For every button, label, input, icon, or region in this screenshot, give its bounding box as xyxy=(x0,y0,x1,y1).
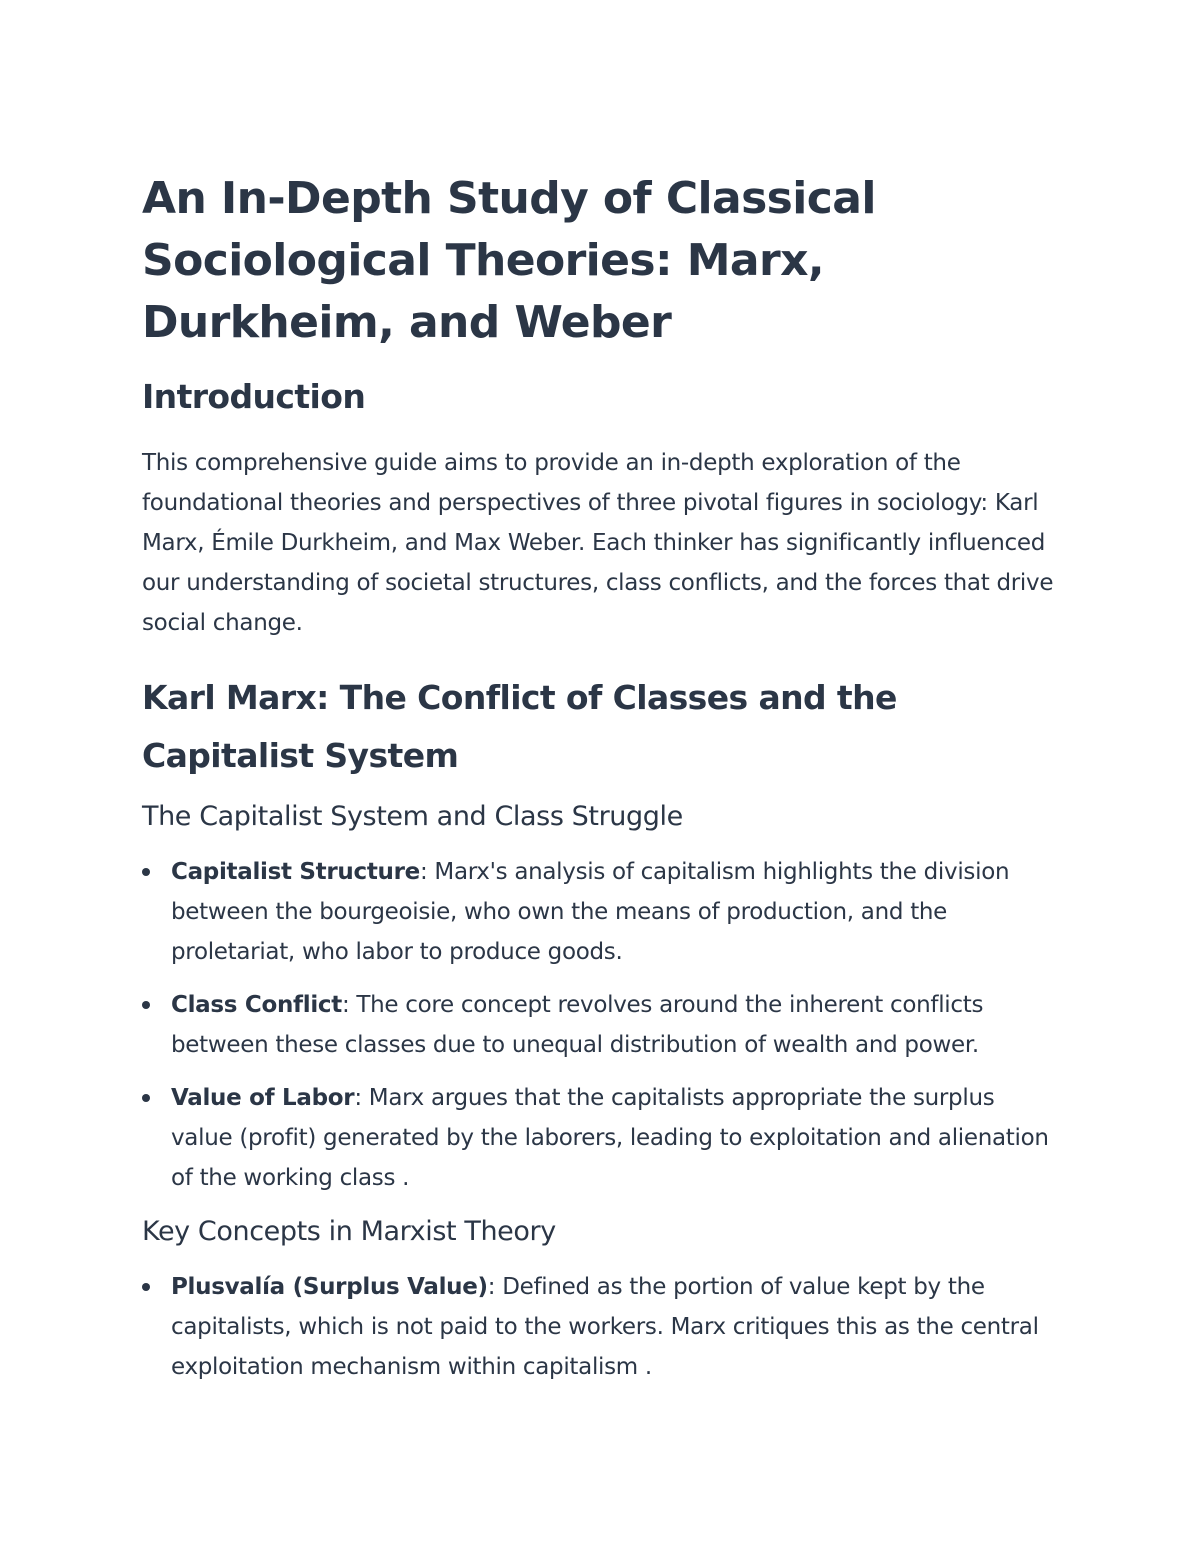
key-concepts-list xyxy=(142,1267,1062,1387)
capitalist-system-list xyxy=(142,852,1062,1198)
marx-section-heading: Karl Marx: The Conflict of Classes and the Capitalist System xyxy=(142,678,897,775)
list-item-term: Capitalist Structure xyxy=(171,859,420,885)
list-item-term: Class Conflict xyxy=(171,992,342,1018)
list-item xyxy=(142,1267,1062,1387)
list-item-term: Plusvalía (Surplus Value) xyxy=(171,1274,488,1300)
list-item-text: : Marx argues that the capitalists appropriate the surplus value (profit) generated by the laborers, leading to exploitation and alienation of the working class . xyxy=(171,1085,1049,1191)
key-concepts-subheading: Key Concepts in Marxist Theory xyxy=(142,1216,556,1247)
document-title: An In-Depth Study of Classical Sociological Theories: Marx, Durkheim, and Weber xyxy=(142,173,876,348)
bullet-icon xyxy=(142,868,150,876)
list-item-text: : Marx's analysis of capitalism highlights the division between the bourgeoisie, who own the means of production, and the proletariat, who labor to produce goods. xyxy=(171,859,1010,965)
bullet-icon xyxy=(142,1094,150,1102)
list-item-term: Value of Labor xyxy=(171,1085,355,1111)
list-item-text: : The core concept revolves around the inherent conflicts between these classes due to unequal distribution of wealth and power. xyxy=(171,992,984,1058)
bullet-icon xyxy=(142,1001,150,1009)
capitalist-system-subheading: The Capitalist System and Class Struggle xyxy=(142,801,683,832)
list-item xyxy=(142,985,1062,1065)
list-item xyxy=(142,1078,1062,1198)
list-item-text: : Defined as the portion of value kept by the capitalists, which is not paid to the workers. Marx critiques this as the central exploitation mechanism within capitalism . xyxy=(171,1274,1039,1380)
list-item xyxy=(142,852,1062,972)
introduction-heading: Introduction xyxy=(142,377,366,416)
introduction-paragraph: This comprehensive guide aims to provide an in-depth exploration of the foundational theories and perspectives of three pivotal figures in sociology: Karl Marx, Émile Durkheim, and Max Weber. Each thinker has significantly influenced our understanding of societal structures, class conflicts, and the forces that drive social change. xyxy=(142,450,1054,636)
document-page xyxy=(142,168,1062,1387)
bullet-icon xyxy=(142,1283,150,1291)
